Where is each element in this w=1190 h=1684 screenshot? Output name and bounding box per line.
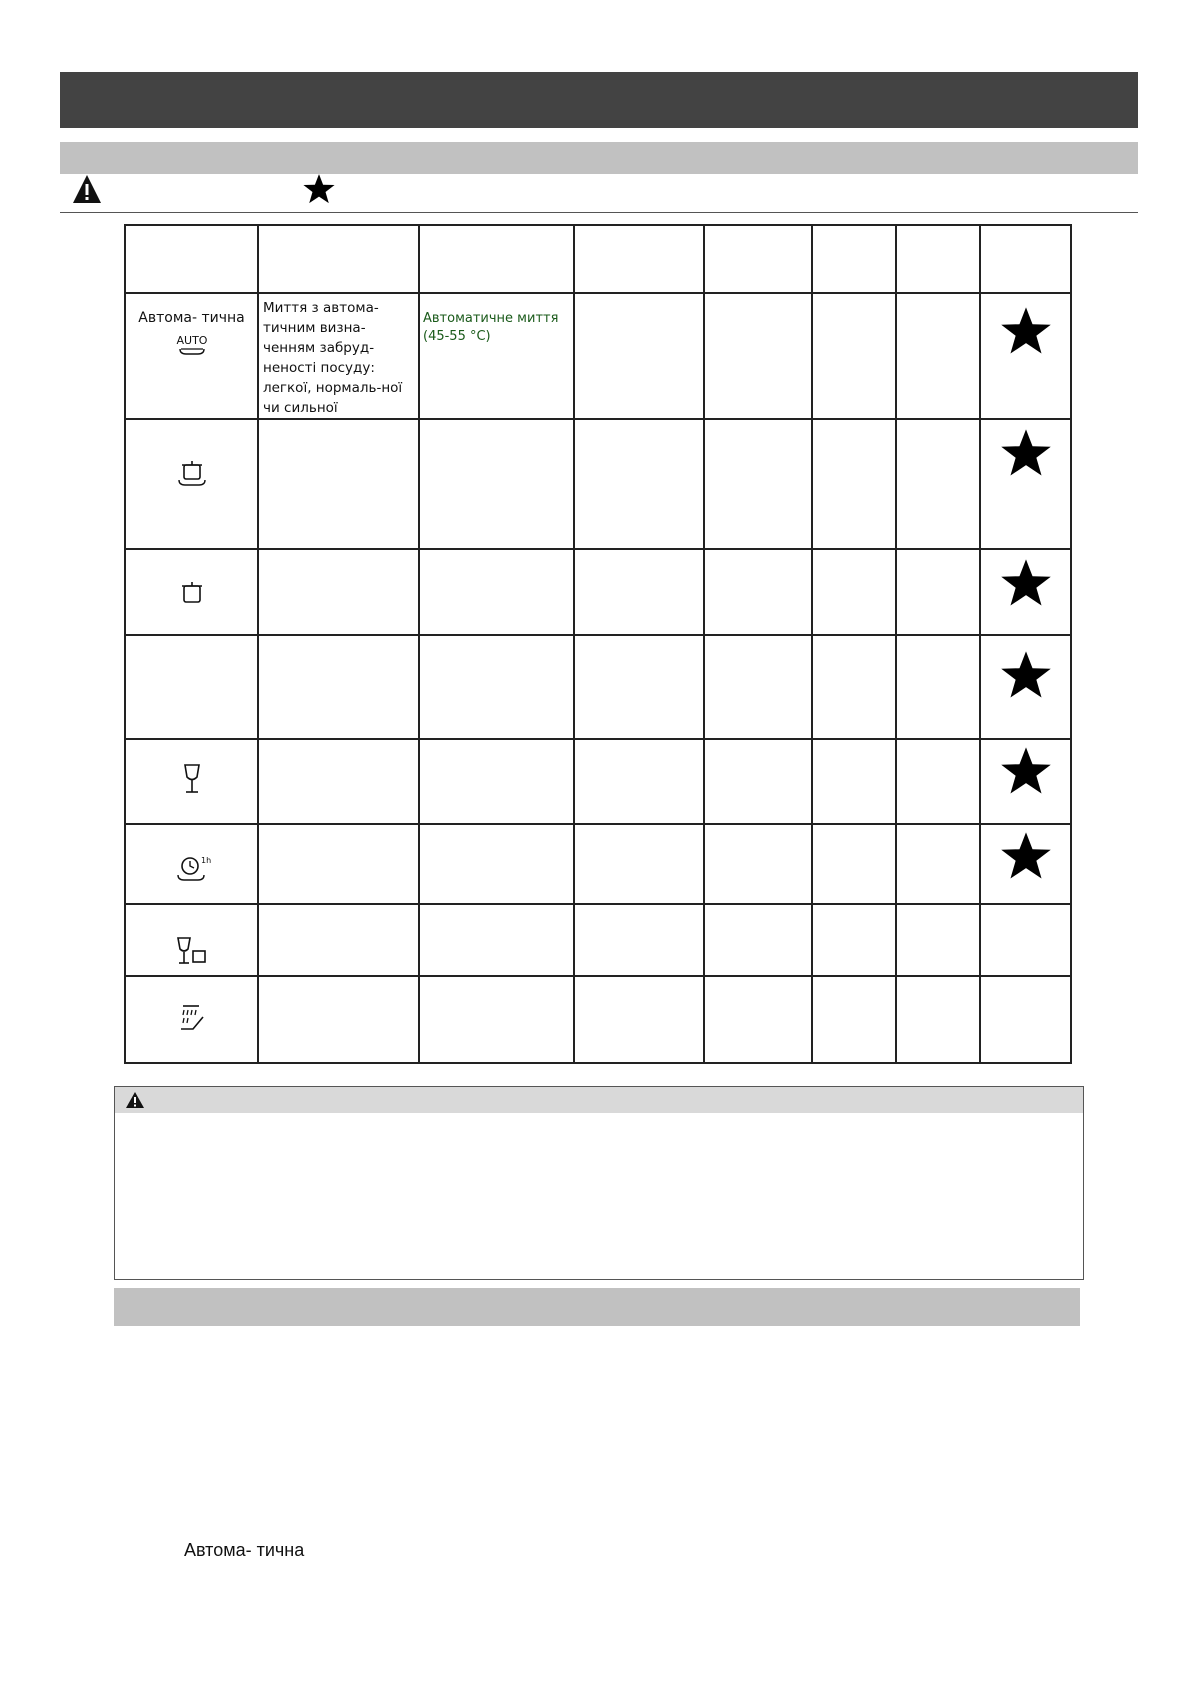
- table-cell: [574, 739, 704, 824]
- star-icon: [999, 556, 1053, 610]
- auto-icon-text: AUTO: [176, 334, 207, 347]
- warning-triangle-icon: [72, 174, 102, 204]
- program-icon-cell: [125, 976, 258, 1063]
- warning-triangle-icon: [125, 1091, 145, 1109]
- table-cell: [574, 635, 704, 739]
- table-cell: [812, 635, 896, 739]
- table-cell: [258, 904, 419, 976]
- program-icon-cell: [125, 419, 258, 549]
- table-cell: [574, 976, 704, 1063]
- auto-icon: [172, 332, 212, 358]
- table-cell: [258, 549, 419, 635]
- header-cell: [812, 225, 896, 293]
- table-cell: [258, 739, 419, 824]
- table-cell: [812, 293, 896, 419]
- table-cell: [574, 824, 704, 904]
- star-icon: [999, 304, 1053, 358]
- table-cell: [574, 549, 704, 635]
- table-cell: [125, 635, 258, 739]
- table-cell: [258, 635, 419, 739]
- header-cell: [125, 225, 258, 293]
- table-cell: [419, 739, 574, 824]
- table-cell: [574, 904, 704, 976]
- header-cell: [980, 225, 1071, 293]
- table-cell: [704, 739, 812, 824]
- table-cell: [574, 293, 704, 419]
- star-cell: [980, 419, 1071, 549]
- table-cell: [704, 976, 812, 1063]
- quick-1h-icon-text: 1h: [200, 856, 211, 865]
- table-cell: [812, 824, 896, 904]
- header-bar: [60, 72, 1138, 128]
- table-cell: [896, 419, 980, 549]
- table-cell: [258, 976, 419, 1063]
- table-cell: [704, 549, 812, 635]
- program-description-cell: [258, 293, 419, 419]
- glass-icon: [180, 762, 204, 796]
- table-cell: [419, 635, 574, 739]
- table-row: [125, 419, 1071, 549]
- legend-divider: [60, 212, 1138, 213]
- table-cell: [419, 824, 574, 904]
- table-cell: [896, 549, 980, 635]
- table-cell: [258, 824, 419, 904]
- table-cell: [258, 419, 419, 549]
- table-cell: [812, 739, 896, 824]
- table-cell: [419, 904, 574, 976]
- header-cell: [419, 225, 574, 293]
- header-cell: [258, 225, 419, 293]
- star-cell: [980, 824, 1071, 904]
- program-variant: Автоматичне миття (45-55 °C): [423, 311, 559, 344]
- table-cell: [896, 976, 980, 1063]
- table-cell: [980, 976, 1071, 1063]
- table-row: [125, 739, 1071, 824]
- table-cell: [704, 635, 812, 739]
- star-icon: [999, 426, 1053, 480]
- program-icon-cell: [125, 904, 258, 976]
- quick-1h-icon: [174, 853, 210, 883]
- program-name-label: Автома- тична: [184, 1540, 305, 1560]
- table-cell: [812, 976, 896, 1063]
- section-title-bar: [60, 142, 1138, 174]
- prewash-shower-icon: [175, 1003, 209, 1035]
- table-row: [125, 976, 1071, 1063]
- table-row: [125, 549, 1071, 635]
- table-cell: [896, 739, 980, 824]
- programs-table: [124, 224, 1072, 1064]
- pot-icon: [177, 578, 207, 606]
- table-cell: [896, 904, 980, 976]
- star-cell: [980, 739, 1071, 824]
- table-cell: [704, 293, 812, 419]
- star-cell: [980, 635, 1071, 739]
- program-variant-cell: [419, 293, 574, 419]
- table-row: [125, 824, 1071, 904]
- star-icon: [302, 172, 336, 206]
- table-cell: [574, 419, 704, 549]
- table-cell: [704, 824, 812, 904]
- star-cell: [980, 293, 1071, 419]
- program-description: Миття з автома- тичним визна- ченням забруд-неності посуду: легкої, нормаль-ної чи сильної: [263, 300, 403, 416]
- table-cell: [419, 419, 574, 549]
- program-name: Автома- тична: [138, 310, 245, 326]
- program-icon-cell: [125, 549, 258, 635]
- table-cell: [812, 904, 896, 976]
- star-icon: [999, 648, 1053, 702]
- star-icon: [999, 829, 1053, 883]
- star-cell: [980, 549, 1071, 635]
- table-row: [125, 293, 1071, 419]
- section-title-bar: [114, 1288, 1080, 1326]
- table-cell: [704, 419, 812, 549]
- program-icon-cell: [125, 739, 258, 824]
- table-row: [125, 635, 1071, 739]
- table-cell: [812, 549, 896, 635]
- header-cell: [704, 225, 812, 293]
- program-name-cell: [125, 293, 258, 419]
- table-cell: [419, 976, 574, 1063]
- star-icon: [999, 744, 1053, 798]
- header-cell: [896, 225, 980, 293]
- glass-and-cup-icon: [174, 935, 210, 967]
- table-cell: [896, 635, 980, 739]
- table-cell: [896, 824, 980, 904]
- table-cell: [980, 904, 1071, 976]
- table-cell: [812, 419, 896, 549]
- warning-box: [114, 1086, 1084, 1280]
- table-cell: [419, 549, 574, 635]
- program-icon-cell: [125, 824, 258, 904]
- table-header-row: [125, 225, 1071, 293]
- header-cell: [574, 225, 704, 293]
- intensive-pot-icon: [175, 458, 209, 488]
- warning-box-header: [115, 1087, 1083, 1113]
- table-cell: [704, 904, 812, 976]
- table-row: [125, 904, 1071, 976]
- table-cell: [896, 293, 980, 419]
